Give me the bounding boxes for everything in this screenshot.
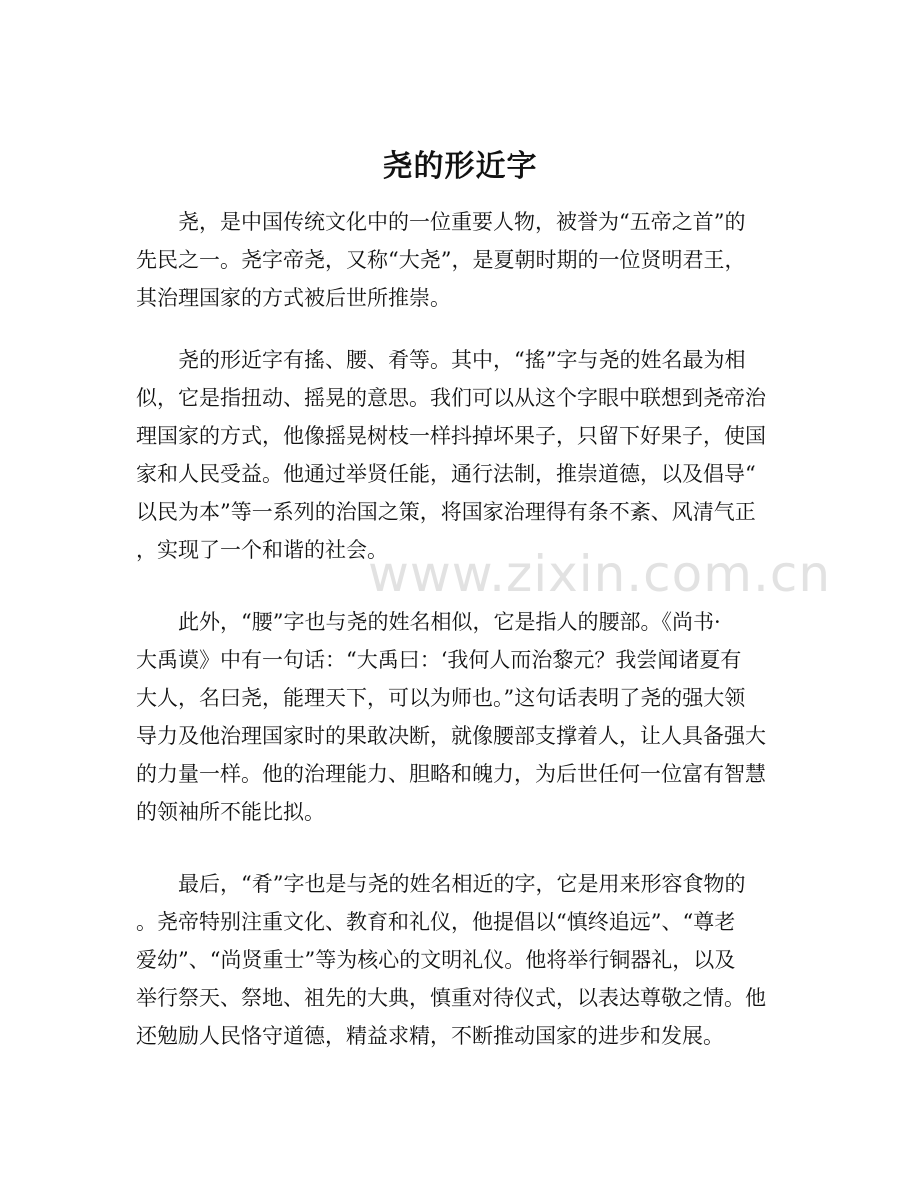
paragraph-line: 尧的形近字有搖、腰、肴等。其中，“搖”字与尧的姓名最为相 <box>136 348 746 372</box>
paragraph-line: 举行祭天、祭地、祖先的大典，慎重对待仪式，以表达尊敬之情。他 <box>136 986 766 1010</box>
paragraph-line: 尧，是中国传统文化中的一位重要人物，被誉为“五帝之首”的 <box>136 210 746 234</box>
paragraph-1 <box>136 203 784 317</box>
paragraph-line: 大人，名曰尧，能理天下，可以为师也。”这句话表明了尧的强大领 <box>136 686 746 710</box>
paragraph-3 <box>136 603 784 831</box>
paragraph-line: 最后，“肴”字也是与尧的姓名相近的字，它是用来形容食物的 <box>136 872 746 896</box>
paragraph-line: ，实现了一个和谐的社会。 <box>136 538 388 562</box>
paragraph-line: 大禹谟》中有一句话：“大禹曰：‘我何人而治黎元？我尝闻诸夏有 <box>136 648 742 672</box>
site-watermark: www.zixin.com.cn <box>368 545 832 603</box>
paragraph-line: 的力量一样。他的治理能力、胆略和魄力，为后世任何一位富有智慧 <box>136 762 766 786</box>
paragraph-line: 爱幼”、“尚贤重士”等为核心的文明礼仪。他将举行铜器礼，以及 <box>136 948 736 972</box>
paragraph-line: 导力及他治理国家时的果敢决断，就像腰部支撑着人，让人具备强大 <box>136 724 766 748</box>
paragraph-line: 以民为本”等一系列的治国之策，将国家治理得有条不紊、风清气正 <box>136 500 756 524</box>
paragraph-line: 家和人民受益。他通过举贤任能，通行法制，推崇道德，以及倡导“ <box>136 462 756 486</box>
paragraph-line: 的领袖所不能比拟。 <box>136 800 325 824</box>
paragraph-line: 似，它是指扭动、摇晃的意思。我们可以从这个字眼中联想到尧帝治 <box>136 386 766 410</box>
page-title: 尧的形近字 <box>382 149 538 184</box>
paragraph-4 <box>136 865 784 1055</box>
paragraph-line: 还勉励人民恪守道德，精益求精，不断推动国家的进步和发展。 <box>136 1024 724 1048</box>
paragraph-line: 。尧帝特别注重文化、教育和礼仪，他提倡以“慎终追远”、“尊老 <box>136 910 736 934</box>
paragraph-line: 其治理国家的方式被后世所推崇。 <box>136 286 451 310</box>
paragraph-line: 理国家的方式，他像摇晃树枝一样抖掉坏果子，只留下好果子，使国 <box>136 424 766 448</box>
paragraph-2 <box>136 341 784 569</box>
paragraph-line: 先民之一。尧字帝尧，又称“大尧”，是夏朝时期的一位贤明君王， <box>136 248 746 272</box>
paragraph-line: 此外，“腰”字也与尧的姓名相似，它是指人的腰部。《尚书· <box>136 610 721 634</box>
